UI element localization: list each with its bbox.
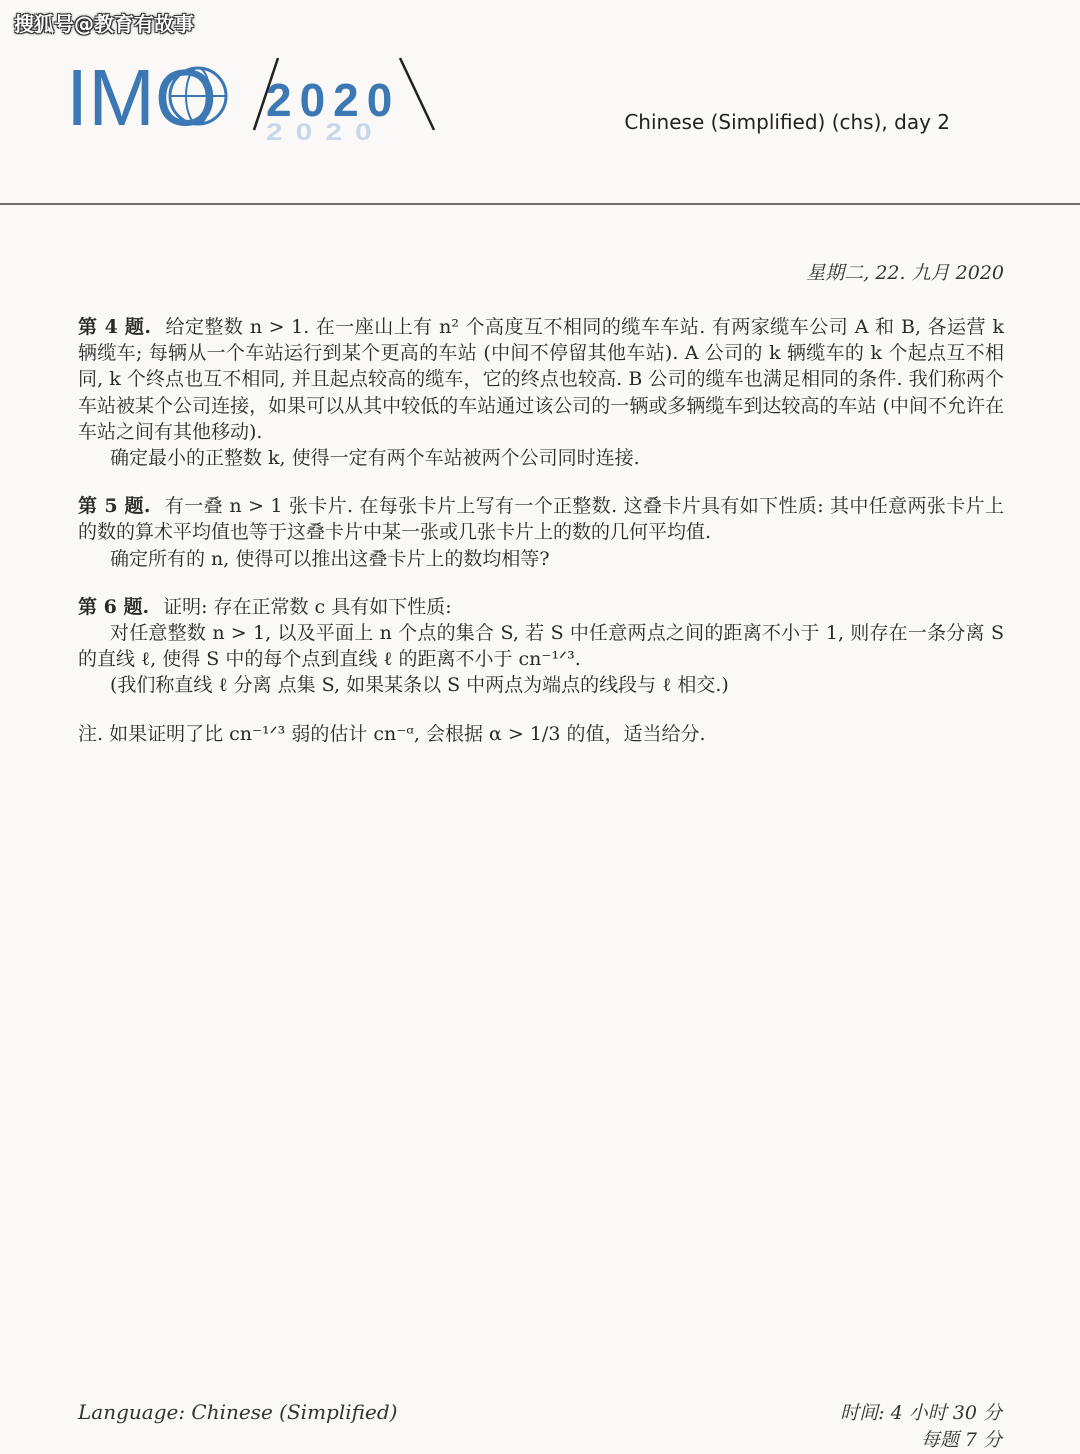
problem-text: 证明: 存在正常数 c 具有如下性质: [163, 595, 452, 618]
problem-remark: (我们称直线 ℓ 分离 点集 S, 如果某条以 S 中两点为端点的线段与 ℓ 相交.) [110, 674, 729, 697]
problem-label: 第 4 题. [78, 316, 151, 338]
logo-year-reflection: 2020 [266, 117, 385, 146]
problem-text: 对任意整数 n > 1, 以及平面上 n 个点的集合 S, 若 S 中任意两点之间的距离不小于 1, 则存在一条分离 S 的直线 ℓ, 使得 S 中的每个点到直线 ℓ 的距离不小于 cn⁻¹ᐟ³. [78, 622, 1004, 671]
imo-logo-graphic [66, 52, 446, 152]
scoring-note: 注. 如果证明了比 cn⁻¹ᐟ³ 弱的估计 cn⁻ᵅ, 会根据 α > 1/3 的值，适当给分. [78, 722, 706, 745]
problem-text: 有一叠 n > 1 张卡片. 在每张卡片上写有一个正整数. 这叠卡片具有如下性质: 其中任意两张卡片上的数的算术平均值也等于这叠卡片中某一张或几张卡片上的数的几何平均值. [78, 495, 1004, 544]
watermark: 搜狐号@教育有故事 [14, 12, 194, 36]
header-divider [0, 203, 1080, 205]
imo-2020-logo [66, 52, 446, 152]
logo-imo-text: IMO [66, 53, 218, 142]
problem-label: 第 6 题. [78, 595, 150, 618]
problem-text: 给定整数 n > 1. 在一座山上有 n² 个高度互不相同的缆车车站. 有两家缆车公司 A 和 B, 各运营 k 辆缆车; 每辆从一个车站运行到某个更高的车站 (中间不停留其他车站). A 公司的 k 辆缆车的 k 个起点互不相同, k 个终点也互不相同, 并且起点较高的缆车，它的终点也较高. B 公司的缆车也满足相同的条件. 我们称两个车站被某个公司连接，如果可以从其中较低的车站通过该公司的一辆或多辆缆车到达较高的车站 (中间不允许在车站之间有其他移动). [78, 316, 1004, 443]
problem-question: 确定最小的正整数 k, 使得一定有两个车站被两个公司同时连接. [110, 447, 640, 470]
problem-6 [78, 594, 1004, 699]
exam-date: 星期二, 22. 九月 2020 [806, 262, 1004, 284]
language-day-label: Chinese (Simplified) (chs), day 2 [624, 110, 950, 134]
problems-section [78, 314, 1004, 766]
footer-language: Language: Chinese (Simplified) [78, 1400, 398, 1424]
logo-year-text: 2020 [266, 74, 401, 126]
problem-question: 确定所有的 n, 使得可以推出这叠卡片上的数均相等? [110, 547, 550, 570]
problem-4 [78, 314, 1004, 471]
time-allowed: 时间: 4 小时 30 分 [840, 1402, 1002, 1424]
problem-5 [78, 493, 1004, 572]
logo-slash-right [400, 58, 434, 130]
points-per-problem: 每题 7 分 [920, 1429, 1002, 1451]
problem-label: 第 5 题. [78, 495, 151, 518]
footer-time-points [840, 1400, 1002, 1454]
